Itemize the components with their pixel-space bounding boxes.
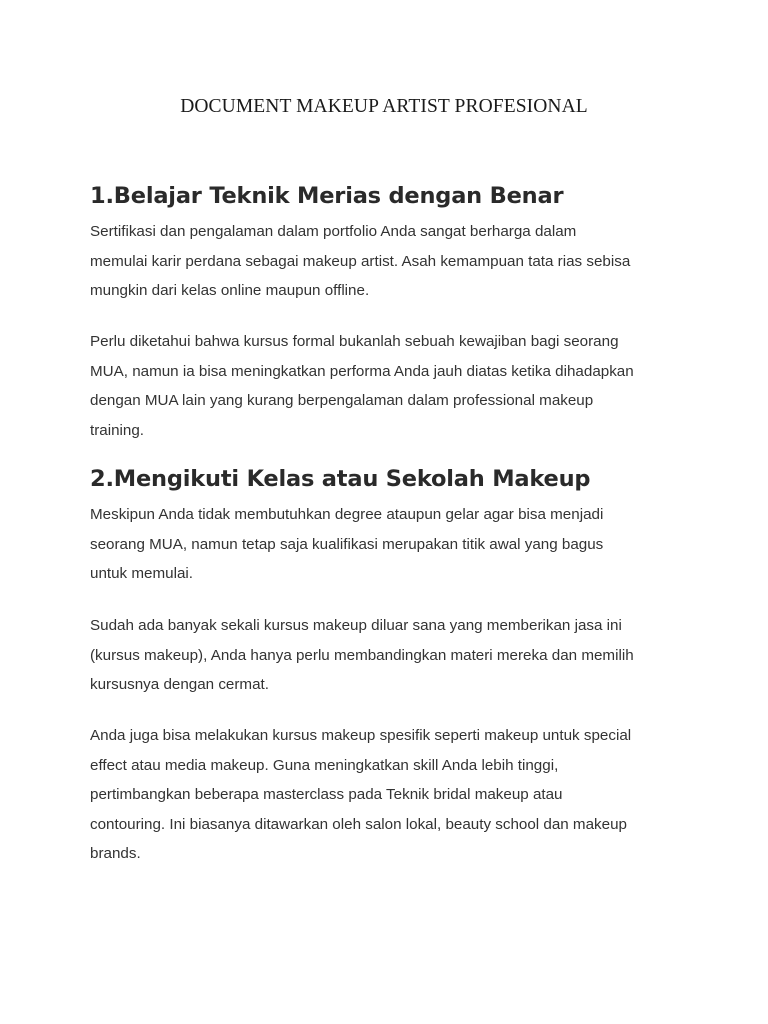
document-title: DOCUMENT MAKEUP ARTIST PROFESIONAL [180,96,588,117]
paragraph-line: MUA, namun ia bisa meningkatkan performa Anda jauh diatas ketika dihadapkan [90,362,634,380]
paragraph-line: Perlu diketahui bahwa kursus formal bukanlah sebuah kewajiban bagi seorang [90,333,619,350]
paragraph-line: Sertifikasi dan pengalaman dalam portfolio Anda sangat berharga dalam [90,223,577,240]
paragraph-line: memulai karir perdana sebagai makeup artist. Asah kemampuan tata rias sebisa [90,252,631,270]
paragraph-5 [90,721,690,869]
paragraph-line: Anda juga bisa melakukan kursus makeup spesifik seperti makeup untuk special [90,727,632,744]
paragraph-line: effect atau media makeup. Guna meningkatkan skill Anda lebih tinggi, [90,756,559,774]
paragraph-line: Meskipun Anda tidak membutuhkan degree ataupun gelar agar bisa menjadi [90,506,604,523]
paragraph-line: training. [90,421,145,439]
paragraph-2 [90,327,690,445]
paragraph-line: (kursus makeup), Anda hanya perlu membandingkan materi mereka dan memilih [90,646,634,664]
section-heading-1: 1.Belajar Teknik Merias dengan Benar [90,183,564,209]
paragraph-1 [90,217,690,306]
paragraph-line: brands. [90,845,141,862]
paragraph-line: mungkin dari kelas online maupun offline. [90,282,370,299]
paragraph-4 [90,611,690,700]
paragraph-line: contouring. Ini biasanya ditawarkan oleh salon lokal, beauty school dan makeup [90,815,627,833]
paragraph-line: seorang MUA, namun tetap saja kualifikasi merupakan titik awal yang bagus [90,535,604,553]
paragraph-3 [90,500,690,589]
section-heading-2: 2.Mengikuti Kelas atau Sekolah Makeup [90,466,591,492]
paragraph-line: kursusnya dengan cermat. [90,676,269,693]
paragraph-line: Sudah ada banyak sekali kursus makeup diluar sana yang memberikan jasa ini [90,617,622,634]
paragraph-line: pertimbangkan beberapa masterclass pada Teknik bridal makeup atau [90,786,563,803]
paragraph-line: untuk memulai. [90,565,193,582]
paragraph-line: dengan MUA lain yang kurang berpengalaman dalam professional makeup [90,392,594,409]
